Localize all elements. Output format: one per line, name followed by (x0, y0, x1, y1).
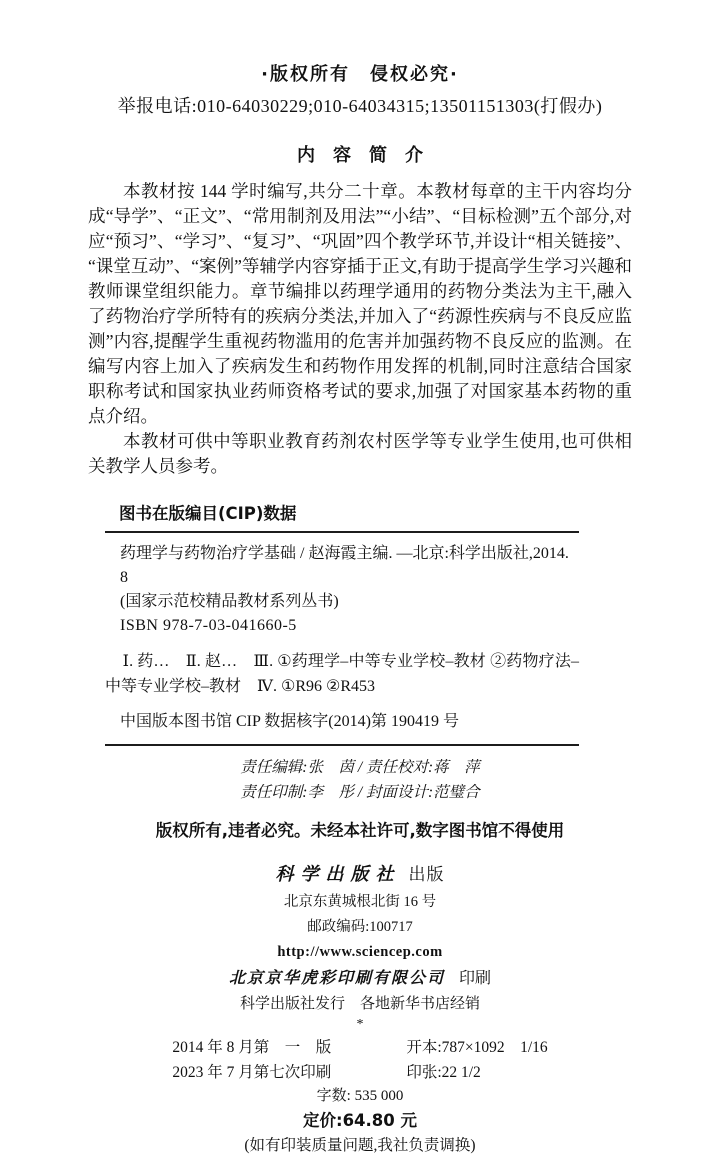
sheet-count: 印张:22 1/2 (406, 1064, 481, 1081)
edition-row-2 (172, 1060, 547, 1085)
rights-notice: ·版权所有 侵权必究· (261, 64, 459, 85)
price: 定价:64.80 元 (302, 1111, 418, 1130)
publisher-postcode: 邮政编码:100717 (307, 919, 413, 935)
publisher-suffix: 出版 (408, 865, 445, 884)
publisher-website: http://www.sciencep.com (277, 944, 443, 960)
legal-notice: 版权所有,违者必究。未经本社许可,数字图书馆不得使用 (155, 821, 565, 840)
summary-paragraph-2: 本教材可供中等职业教育药剂农村医学等专业学生使用,也可供相关教学人员参考。 (88, 431, 632, 476)
staff-line-print-design: 责任印制:李 彤 / 封面设计:范璧合 (240, 784, 480, 801)
cip-book-line: 药理学与药物治疗学基础 / 赵海霞主编. —北京:科学出版社,2014. 8 (120, 545, 569, 586)
report-phone-line: 举报电话:010-64030229;010-64034315;13501151303(打假办) (117, 96, 603, 116)
summary-paragraph-1: 本教材按 144 学时编写,共分二十章。本教材每章的主干内容均分成“导学”、“正文”、“常用制剂及用法”“小结”、“目标检测”五个部分,对应“预习”、“学习”、“复习”、“巩固”四个教学环节,并设计“相关链接”、“课堂互动”、“案例”等辅学内容穿插于正文,有助于提高学生学习兴趣和教师课堂组织能力。章节编排以药理学通用的药物分类法为主干,融入了药物治疗学所特有的疾病分类法,并加入了“药源性疾病与不良反应监测”内容,提醒学生重视药物滥用的危害并加强药物不良反应的监测。在编写内容上加入了疾病发生和药物作用发挥的机制,同时注意结合国家职称考试和国家执业药师资格考试的要求,加强了对国家基本药物的重点介绍。 (88, 181, 632, 426)
content-summary-body (88, 179, 632, 479)
printer-line (0, 967, 720, 991)
staff-line-editors: 责任编辑:张 茵 / 责任校对:蒋 萍 (240, 759, 480, 776)
return-policy-note: (如有印装质量问题,我社负责调换) (244, 1137, 476, 1154)
publisher-block (0, 860, 720, 1032)
cip-bottom-divider (105, 744, 579, 746)
cip-classification: Ⅰ. 药… Ⅱ. 赵… Ⅲ. ①药理学–中等专业学校–教材 ②药物疗法–中等专业学校–教材 Ⅳ. ①R96 ②R453 (105, 653, 579, 695)
cip-block (105, 500, 579, 746)
cip-title: 图书在版编目(CIP)数据 (119, 504, 297, 523)
edition-row-1 (172, 1035, 547, 1060)
cip-top-divider (105, 531, 579, 533)
edition-info (172, 1035, 547, 1085)
cip-isbn: ISBN 978-7-03-041660-5 (120, 617, 297, 634)
printer-name: 北京京华虎彩印刷有限公司 (228, 970, 445, 987)
printing-date: 2023 年 7 月第七次印刷 (172, 1064, 332, 1081)
content-summary-heading: 内 容 简 介 (297, 145, 423, 166)
cip-series-line: (国家示范校精品教材系列丛书) (120, 593, 339, 610)
publisher-line (0, 860, 720, 887)
distribution-line: 科学出版社发行 各地新华书店经销 (239, 996, 480, 1012)
staff-credits (0, 755, 720, 805)
edition-date: 2014 年 8 月第 一 版 (172, 1039, 332, 1056)
printer-suffix: 印刷 (459, 970, 492, 987)
section-divider-mark: * (356, 1017, 364, 1032)
word-count: 字数: 535 000 (316, 1088, 404, 1104)
cip-registry-number: 中国版本图书馆 CIP 数据核字(2014)第 190419 号 (120, 713, 459, 730)
publisher-address: 北京东黄城根北街 16 号 (283, 894, 437, 910)
format-spec: 开本:787×1092 1/16 (406, 1039, 548, 1056)
publisher-name: 科学出版社 (275, 864, 401, 884)
